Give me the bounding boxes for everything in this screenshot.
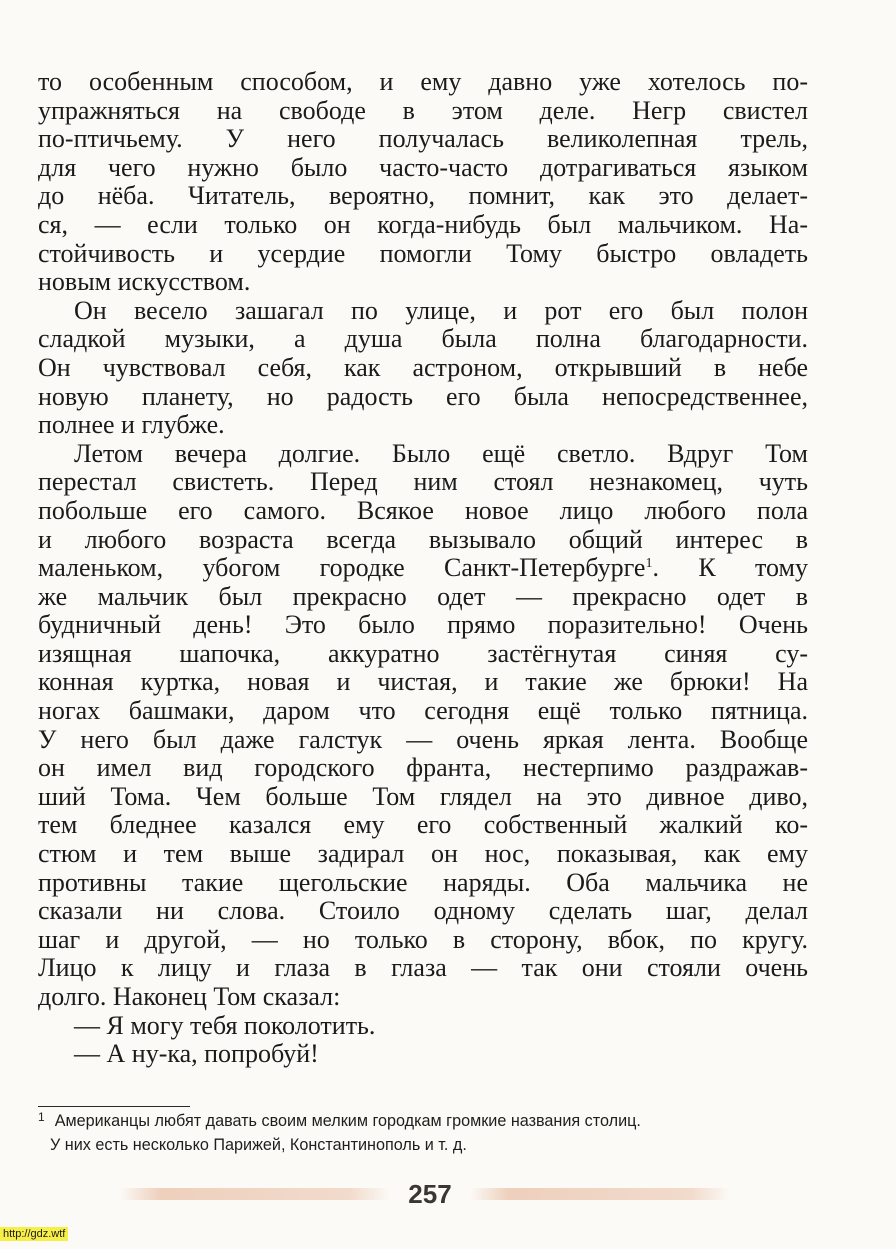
watermark-link[interactable]: http://gdz.wtf [0, 1227, 68, 1241]
text-line: стюм и тем выше задирал он нос, показывая, как ему [38, 839, 808, 869]
text-line: сладкой музыки, а душа была полна благодарности. [38, 324, 808, 354]
text-line: У него был даже галстук — очень яркая лента. Вообще [38, 724, 808, 754]
text-line: ногах башмаки, даром что сегодня ещё только пятница. [38, 696, 808, 726]
text-line: для чего нужно было часто-часто дотрагиваться языком [38, 152, 808, 182]
text-line: новым искусством. [38, 267, 251, 297]
text-line: ся, — если только он когда-нибудь был мальчиком. На- [38, 209, 808, 239]
text-line: Лицо к лицу и глаза в глаза — так они стояли очень [38, 953, 808, 983]
page-footer [120, 1176, 730, 1212]
page-number: 257 [408, 1179, 452, 1209]
dialogue-line: — А ну-ка, попробуй! [74, 1039, 319, 1069]
text-line: же мальчик был прекрасно одет — прекрасно одет в [38, 581, 808, 611]
text-line: перестал свистеть. Перед ним стоял незнакомец, чуть [38, 467, 808, 497]
footnote-divider [38, 1106, 190, 1107]
decorative-band [470, 1188, 730, 1200]
text-line: Он чувствовал себя, как астроном, открывший в небе [38, 352, 808, 382]
text-line: и любого возраста всегда вызывало общий интерес в [38, 524, 808, 554]
text-line: тем бледнее казался ему его собственный жалкий ко- [38, 810, 808, 840]
text-line: полнее и глубже. [38, 410, 225, 440]
decorative-band [120, 1188, 390, 1200]
footnote-marker[interactable]: 1 [645, 556, 653, 572]
footnote-line: У них есть несколько Парижей, Константинополь и т. д. [50, 1136, 467, 1154]
footnote [38, 1110, 818, 1157]
text-line: до нёба. Читатель, вероятно, помнит, как это делает- [38, 181, 808, 211]
text-line-with-footnote [38, 554, 808, 583]
paragraph-start-line: Летом вечера долгие. Было ещё светло. Вдруг Том [74, 438, 808, 468]
text-fragment: . К тому [652, 553, 808, 583]
text-line: новую планету, но радость его была непосредственнее, [38, 381, 808, 411]
body-text [38, 68, 808, 1069]
text-line: конная куртка, новая и чистая, и такие же брюки! На [38, 667, 808, 697]
text-fragment: маленьком, убогом городке Санкт-Петербурге [38, 553, 646, 583]
paragraph-start-line: Он весело зашагал по улице, и рот его был полон [74, 295, 808, 325]
text-line: противны такие щегольские наряды. Оба мальчика не [38, 867, 808, 897]
footnote-number: 1 [38, 1110, 45, 1124]
text-line: он имел вид городского франта, нестерпимо раздражав- [38, 753, 808, 783]
text-line: сказали ни слова. Стоило одному сделать шаг, делал [38, 896, 808, 926]
text-line: будничный день! Это было прямо поразительно! Очень [38, 610, 808, 640]
text-line: стойчивость и усердие помогли Тому быстро овладеть [38, 238, 808, 268]
footnote-text: Американцы любят давать своим мелким городкам громкие названия столиц. [54, 1112, 641, 1130]
text-line: изящная шапочка, аккуратно застёгнутая синяя су- [38, 638, 808, 668]
text-line: по-птичьему. У него получалась великолепная трель, [38, 124, 808, 154]
footnote-line [38, 1110, 818, 1134]
text-line: долго. Наконец Том сказал: [38, 982, 341, 1011]
text-line: ший Тома. Чем больше Том глядел на это дивное диво, [38, 781, 808, 811]
text-line: побольше его самого. Всякое новое лицо любого пола [38, 495, 808, 525]
text-line: упражняться на свободе в этом деле. Негр свистел [38, 95, 808, 125]
text-line: шаг и другой, — но только в сторону, вбок, по кругу. [38, 924, 808, 954]
text-line: то особенным способом, и ему давно уже хотелось по- [38, 67, 808, 96]
dialogue-line: — Я могу тебя поколотить. [74, 1010, 376, 1040]
